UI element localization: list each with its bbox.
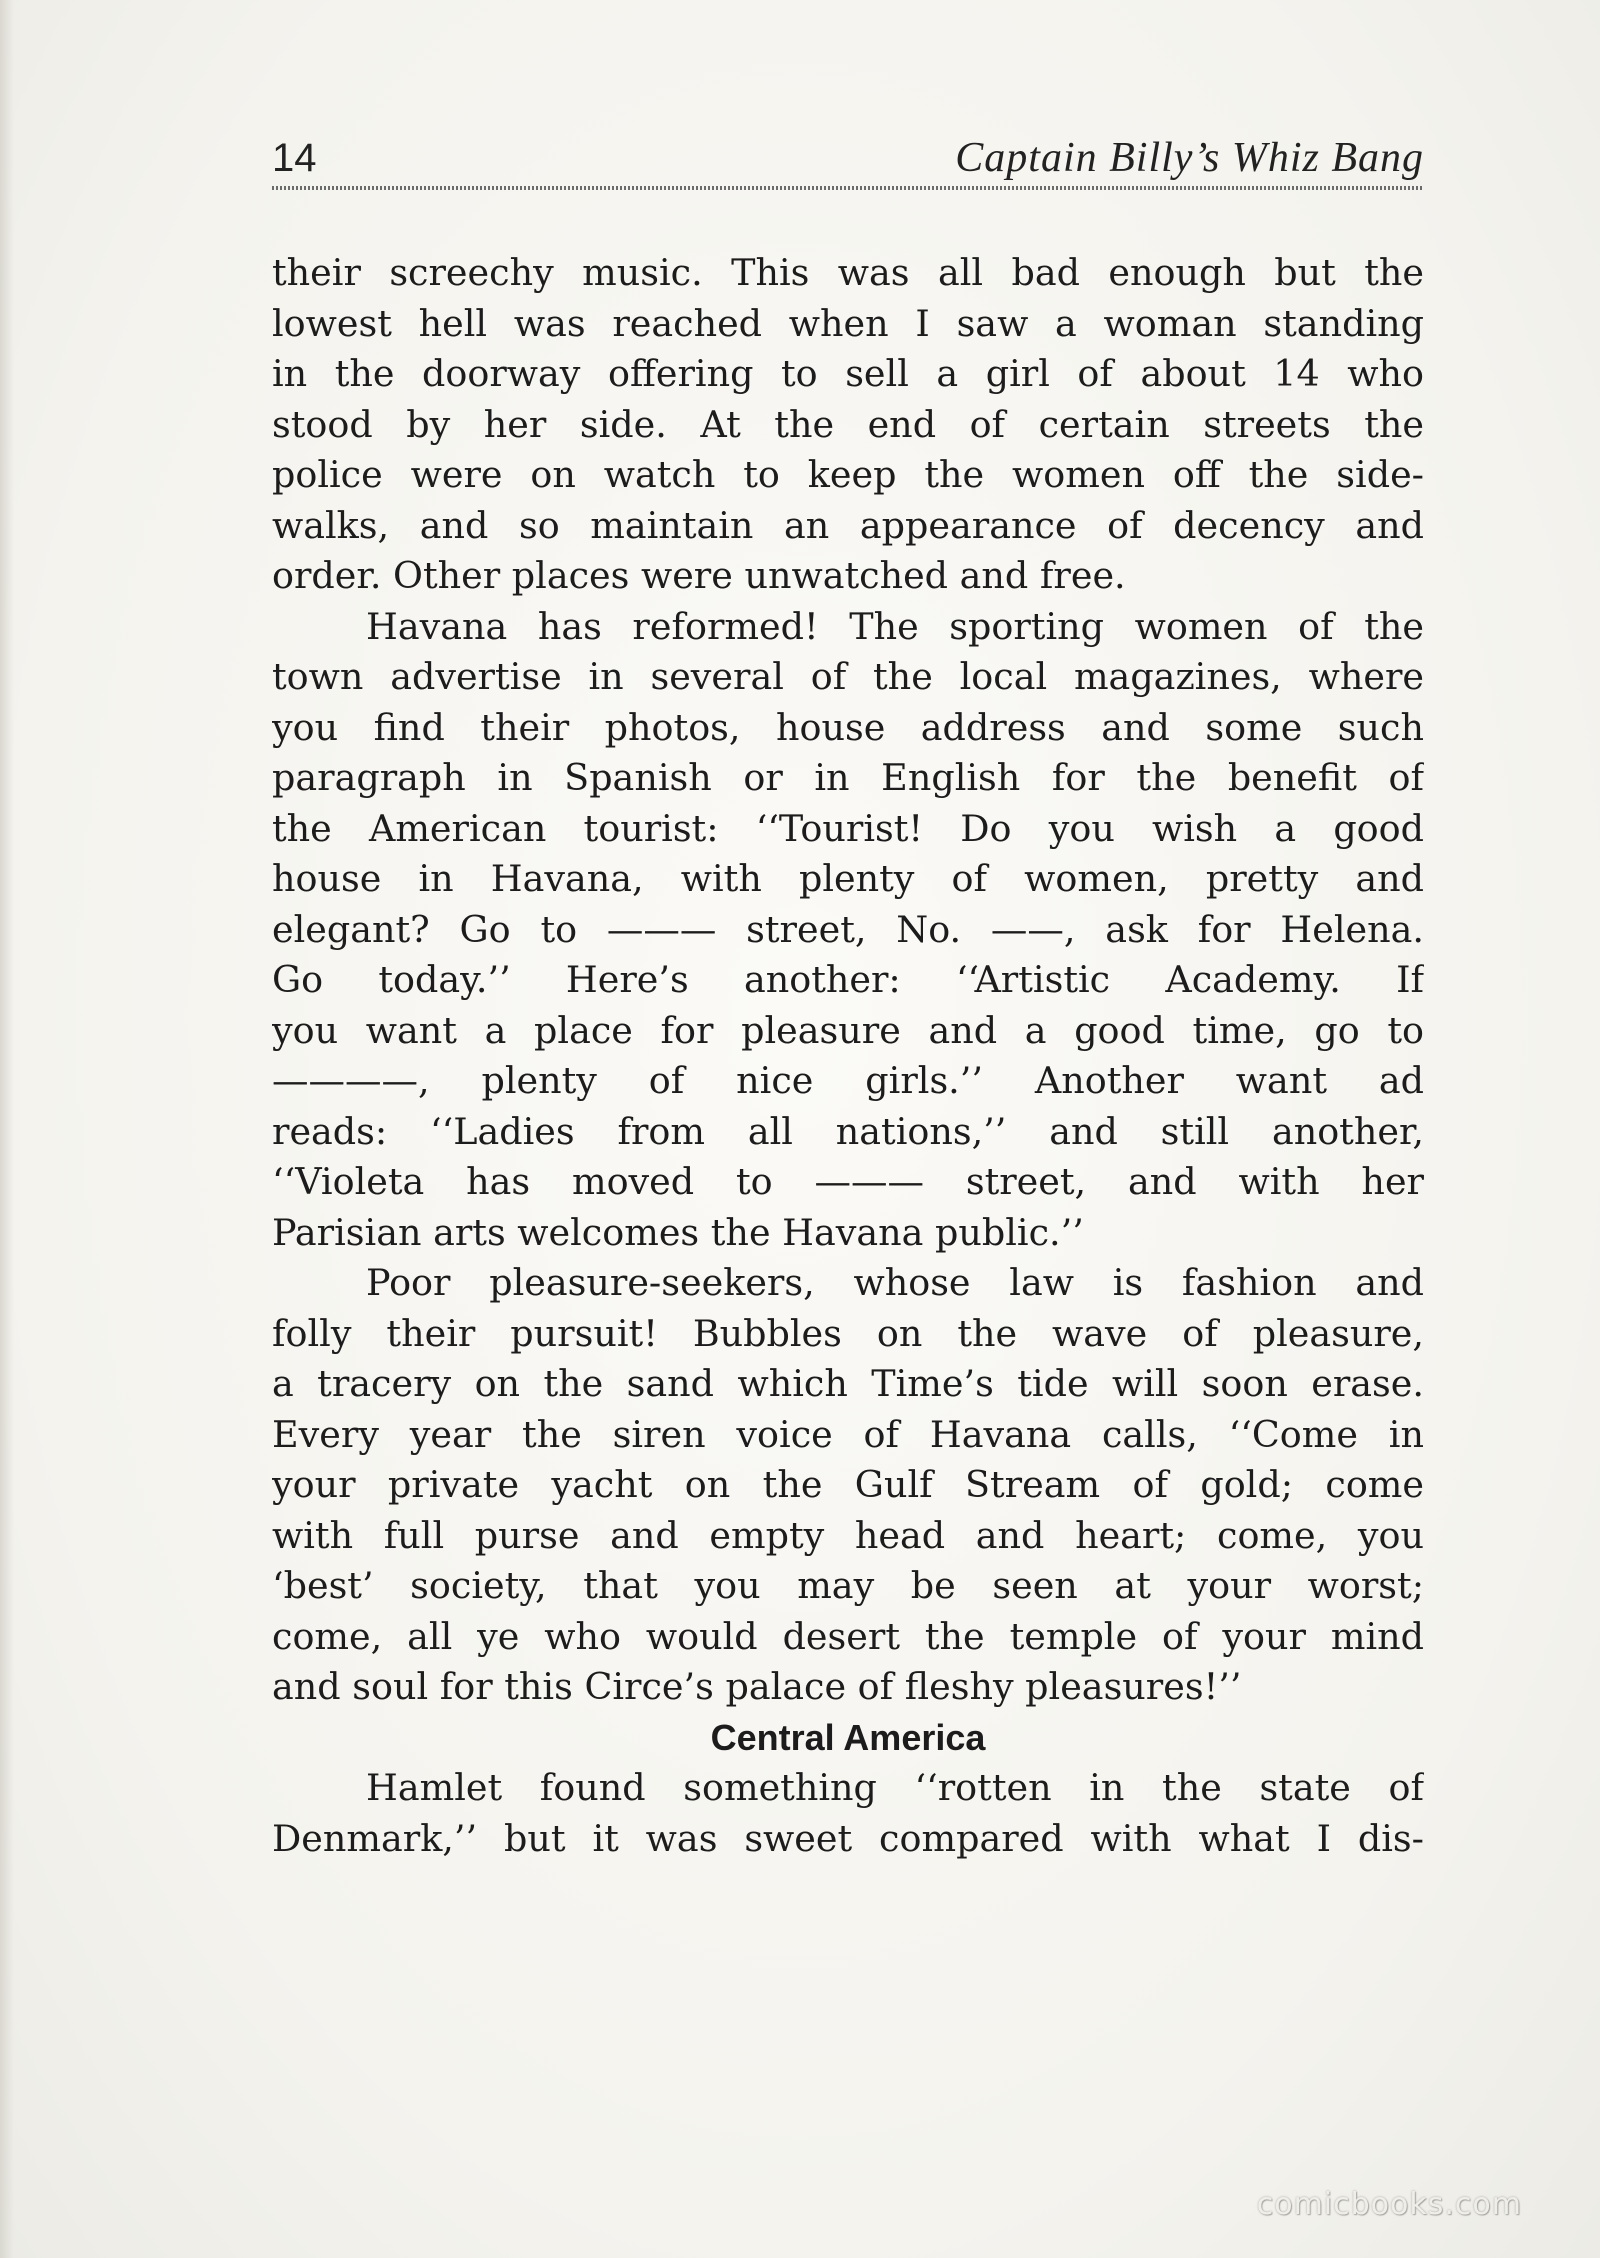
text-line: come, all ye who would desert the temple of your mind	[272, 1614, 1424, 1658]
text-line: ————, plenty of nice girls.’’ Another want ad	[272, 1059, 1424, 1102]
text-line: elegant? Go to ——— street, No. ——, ask for Helena.	[272, 907, 1424, 951]
page-header	[272, 132, 1424, 184]
text-line: reads: ‘‘Ladies from all nations,’’ and still another,	[272, 1109, 1424, 1153]
text-line: folly their pursuit! Bubbles on the wave of pleasure,	[272, 1311, 1424, 1355]
text-line: and soul for this Circe’s palace of fleshy pleasures!’’	[272, 1665, 1242, 1708]
text-line: your private yacht on the Gulf Stream of gold; come	[272, 1463, 1424, 1506]
text-line: the American tourist: ‘‘Tourist! Do you wish a good	[272, 806, 1424, 850]
text-line: in the doorway offering to sell a girl of about 14 who	[272, 352, 1424, 395]
section-heading: Central America	[710, 1716, 986, 1758]
paragraph-start-line: Poor pleasure-seekers, whose law is fashion and	[366, 1261, 1424, 1304]
text-line: Parisian arts welcomes the Havana public.’’	[272, 1210, 1084, 1254]
text-line: Denmark,’’ but it was sweet compared with what I dis-	[272, 1816, 1424, 1860]
page-edge-shadow	[0, 0, 14, 2258]
text-line: walks, and so maintain an appearance of decency and	[272, 503, 1424, 547]
text-line: ‘‘Violeta has moved to ——— street, and with her	[272, 1160, 1424, 1203]
body-text	[272, 248, 1424, 1864]
text-line: you find their photos, house address and some such	[272, 705, 1424, 749]
header-rule	[272, 186, 1424, 190]
text-line: lowest hell was reached when I saw a woman standing	[272, 301, 1424, 345]
paragraph-start-line: Havana has reformed! The sporting women of the	[366, 604, 1424, 648]
text-line: paragraph in Spanish or in English for the benefit of	[272, 756, 1424, 799]
text-line: house in Havana, with plenty of women, pretty and	[272, 857, 1424, 900]
text-line: ‘best’ society, that you may be seen at your worst;	[272, 1564, 1424, 1607]
paragraph-start-line: Hamlet found something ‘‘rotten in the state of	[366, 1766, 1424, 1809]
text-line: stood by her side. At the end of certain streets the	[272, 402, 1424, 446]
running-title: Captain Billy’s Whiz Bang	[955, 135, 1424, 181]
page-number: 14	[272, 136, 317, 180]
text-line: Every year the siren voice of Havana calls, ‘‘Come in	[272, 1412, 1424, 1456]
watermark: comicbooks.com	[1256, 2187, 1522, 2222]
text-line: you want a place for pleasure and a good time, go to	[272, 1008, 1424, 1052]
text-line: Go today.’’ Here’s another: ‘‘Artistic Academy. If	[272, 958, 1424, 1001]
text-line: police were on watch to keep the women off the side-	[272, 453, 1424, 496]
text-line: town advertise in several of the local magazines, where	[272, 655, 1424, 698]
text-line: order. Other places were unwatched and free.	[272, 554, 1126, 597]
text-line: with full purse and empty head and heart; come, you	[272, 1513, 1424, 1557]
text-line: their screechy music. This was all bad enough but the	[272, 251, 1424, 294]
text-line: a tracery on the sand which Time’s tide will soon erase.	[272, 1362, 1424, 1405]
